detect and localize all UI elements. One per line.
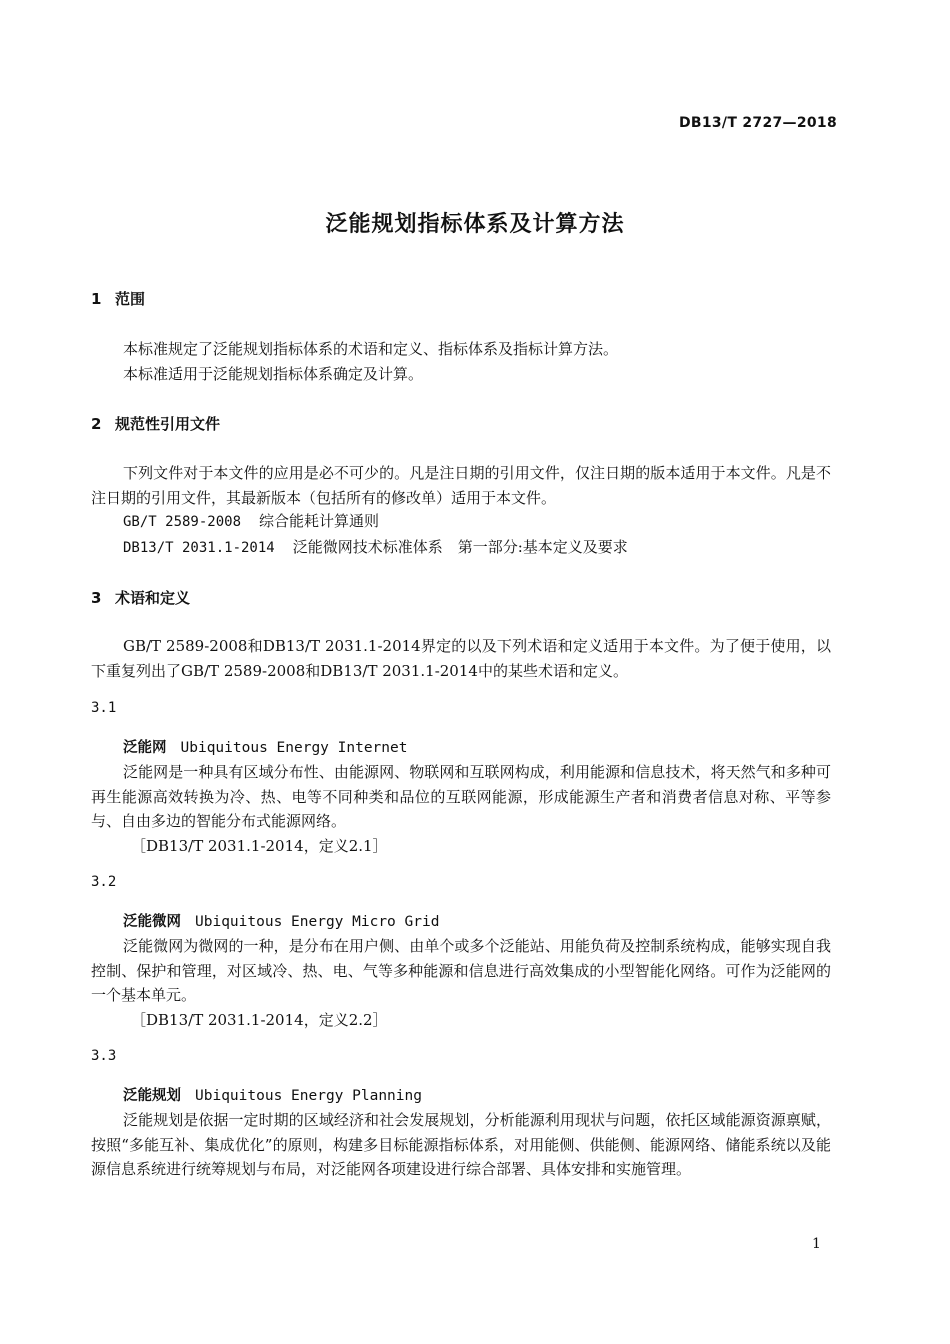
reference-item bbox=[123, 536, 628, 557]
term-entry bbox=[123, 910, 439, 931]
section-2-heading bbox=[91, 413, 220, 434]
paragraph: GB/T 2589-2008和DB13/T 2031.1-2014界定的以及下列术语和定义适用于本文件。为了便于使用，以下重复列出了GB/T 2589-2008和DB13/T 2031.1-2014中的某些术语和定义。 bbox=[91, 637, 831, 680]
term-definition: 泛能网是一种具有区域分布性、由能源网、物联网和互联网构成，利用能源和信息技术，将天然气和多种可再生能源高效转换为冷、热、电等不同种类和品位的互联网能源，形成能源生产者和消费者信息对称、平等参与、自由多边的智能分布式能源网络。 bbox=[91, 763, 831, 830]
term-source: ［DB13/T 2031.1-2014，定义2.2］ bbox=[131, 1011, 388, 1029]
term-chinese: 泛能微网 bbox=[123, 914, 181, 930]
term-english: Ubiquitous Energy Micro Grid bbox=[195, 914, 440, 930]
document-code: DB13/T 2727—2018 bbox=[678, 115, 837, 131]
document-title: 泛能规划指标体系及计算方法 bbox=[325, 212, 625, 237]
reference-item bbox=[123, 510, 379, 531]
clause-number: 3.2 bbox=[91, 874, 117, 890]
paragraph: 本标准规定了泛能规划指标体系的术语和定义、指标体系及指标计算方法。 bbox=[123, 340, 619, 358]
paragraph: 下列文件对于本文件的应用是必不可少的。凡是注日期的引用文件，仅注日期的版本适用于本文件。凡是不注日期的引用文件，其最新版本（包括所有的修改单）适用于本文件。 bbox=[91, 464, 831, 507]
term-english: Ubiquitous Energy Internet bbox=[180, 740, 408, 756]
reference-code: DB13/T 2031.1-2014 bbox=[123, 540, 275, 556]
term-entry bbox=[123, 736, 407, 757]
term-definition: 泛能微网为微网的一种，是分布在用户侧、由单个或多个泛能站、用能负荷及控制系统构成，能够实现自我控制、保护和管理，对区域冷、热、电、气等多种能源和信息进行高效集成的小型智能化网络。可作为泛能网的一个基本单元。 bbox=[91, 937, 831, 1004]
section-title: 范围 bbox=[115, 290, 146, 308]
term-chinese: 泛能网 bbox=[123, 740, 167, 756]
section-number: 1 bbox=[91, 290, 102, 308]
section-number: 2 bbox=[91, 415, 102, 433]
term-entry bbox=[123, 1084, 422, 1105]
section-number: 3 bbox=[91, 589, 102, 607]
reference-title: 综合能耗计算通则 bbox=[259, 512, 380, 530]
section-title: 术语和定义 bbox=[115, 589, 191, 607]
reference-code: GB/T 2589-2008 bbox=[123, 514, 242, 530]
section-1-heading bbox=[91, 288, 145, 309]
section-title: 规范性引用文件 bbox=[115, 415, 221, 433]
clause-number: 3.3 bbox=[91, 1048, 117, 1064]
reference-title: 泛能微网技术标准体系 第一部分:基本定义及要求 bbox=[292, 538, 628, 556]
paragraph: 本标准适用于泛能规划指标体系确定及计算。 bbox=[123, 365, 424, 383]
term-english: Ubiquitous Energy Planning bbox=[195, 1088, 422, 1104]
term-chinese: 泛能规划 bbox=[123, 1088, 181, 1104]
clause-number: 3.1 bbox=[91, 700, 117, 716]
section-3-heading bbox=[91, 587, 190, 608]
term-definition: 泛能规划是依据一定时期的区域经济和社会发展规划，分析能源利用现状与问题，依托区域能源资源禀赋，按照“多能互补、集成优化”的原则，构建多目标能源指标体系，对用能侧、供能侧、能源网络、储能系统以及能源信息系统进行统筹规划与布局，对泛能网各项建设进行综合部署、具体安排和实施管理。 bbox=[91, 1111, 831, 1178]
page-number: 1 bbox=[812, 1236, 821, 1252]
term-source: ［DB13/T 2031.1-2014，定义2.1］ bbox=[131, 837, 388, 855]
